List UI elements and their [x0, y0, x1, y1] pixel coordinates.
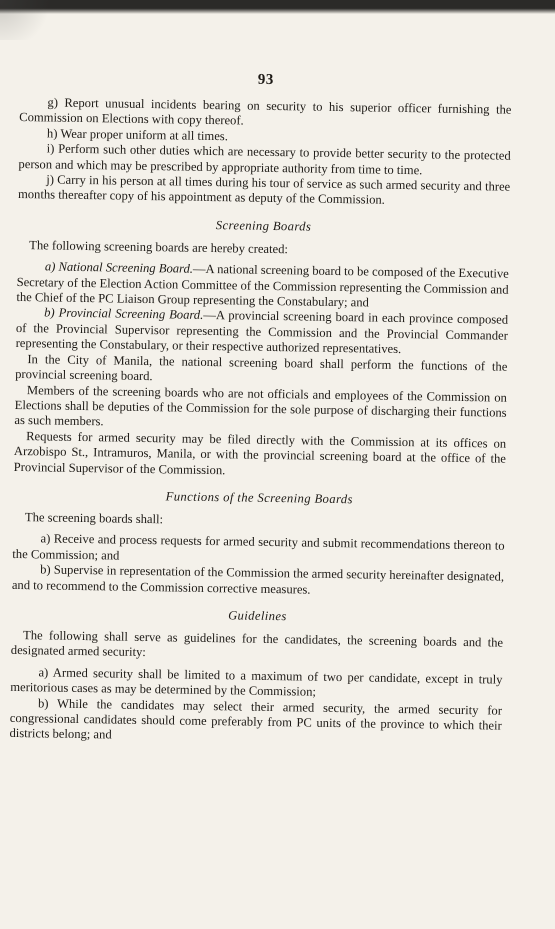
functions-item-a: a) Receive and process requests for armed security and submit recommendations thereon to the Commission; and: [12, 531, 505, 563]
screening-item-a-text: —A national screening board to be composed of the Executive Secretary of the Election Action Committee of the Commission representing the Commission and the Chief of the PC Liaison Group representing the Constabulary; and: [16, 261, 509, 310]
item-i: i) Perform such other duties which are necessary to provide better security to the protected person and which may be prescribed by appropriate authority from time to time.: [18, 141, 511, 177]
heading-screening-boards: Screening Boards: [215, 217, 312, 234]
item-j: j) Carry in his person at all times during his tour of service as such armed security and three months thereafter copy of his appointment as deputy of the Commission.: [17, 172, 511, 208]
guidelines-item-a: a) Armed security shall be limited to a maximum of two per candidate, except in truly meritorious cases as may be determined by the Commission;: [10, 665, 503, 699]
screening-item-b-text: —A provincial screening board in each province composed of the Provincial Supervisor representing the Commission and the Provincial Commander representing the Constabulary, or their respective authorized representatives.: [15, 308, 509, 357]
document-page: [9, 68, 512, 749]
screening-paragraph-members: Members of the screening boards who are not officials and employees of the Commission on Elections shall be deputies of the Commission for the sole purpose of discharging their functions as such members.: [14, 382, 507, 429]
item-h: h) Wear proper uniform at all times.: [46, 126, 229, 144]
scan-top-edge: [0, 0, 555, 14]
guidelines-intro: The following shall serve as guidelines for the candidates, the screening boards and the designated armed security:: [10, 628, 504, 660]
screening-paragraph-requests: Requests for armed security may be filed directly with the Commission at its offices on Arzobispo St., Intramuros, Manila, or with the provincial screening board at the office of the Provincial Supervisor of the Commission.: [13, 428, 507, 477]
page-number: 93: [257, 71, 274, 88]
scan-corner-shadow: [0, 0, 60, 40]
screening-item-b: [16, 305, 509, 359]
heading-functions: Functions of the Screening Boards: [165, 489, 353, 507]
screening-intro: The following screening boards are hereby created:: [29, 238, 289, 257]
functions-intro: The screening boards shall:: [24, 510, 164, 527]
item-g: g) Report unusual incidents bearing on security to his superior officer furnishing the Commission on Elections with copy thereof.: [19, 95, 512, 128]
guidelines-item-b: b) While the candidates may select their armed security, the armed security for congressional candidates should come preferably from PC units of the province to which their districts belong; and: [9, 695, 503, 742]
screening-item-a-label: a) National Screening Board.: [44, 259, 194, 276]
screening-item-b-label: b) Provincial Screening Board.: [44, 305, 204, 323]
screening-item-a: [16, 259, 509, 313]
screening-paragraph-manila: In the City of Manila, the national screening board shall perform the functions of the provincial screening board.: [15, 351, 508, 384]
functions-item-b: b) Supervise in representation of the Commission the armed security hereinafter designated, and to recommend to the Commission corrective measures.: [11, 562, 505, 597]
heading-guidelines: Guidelines: [228, 608, 287, 624]
